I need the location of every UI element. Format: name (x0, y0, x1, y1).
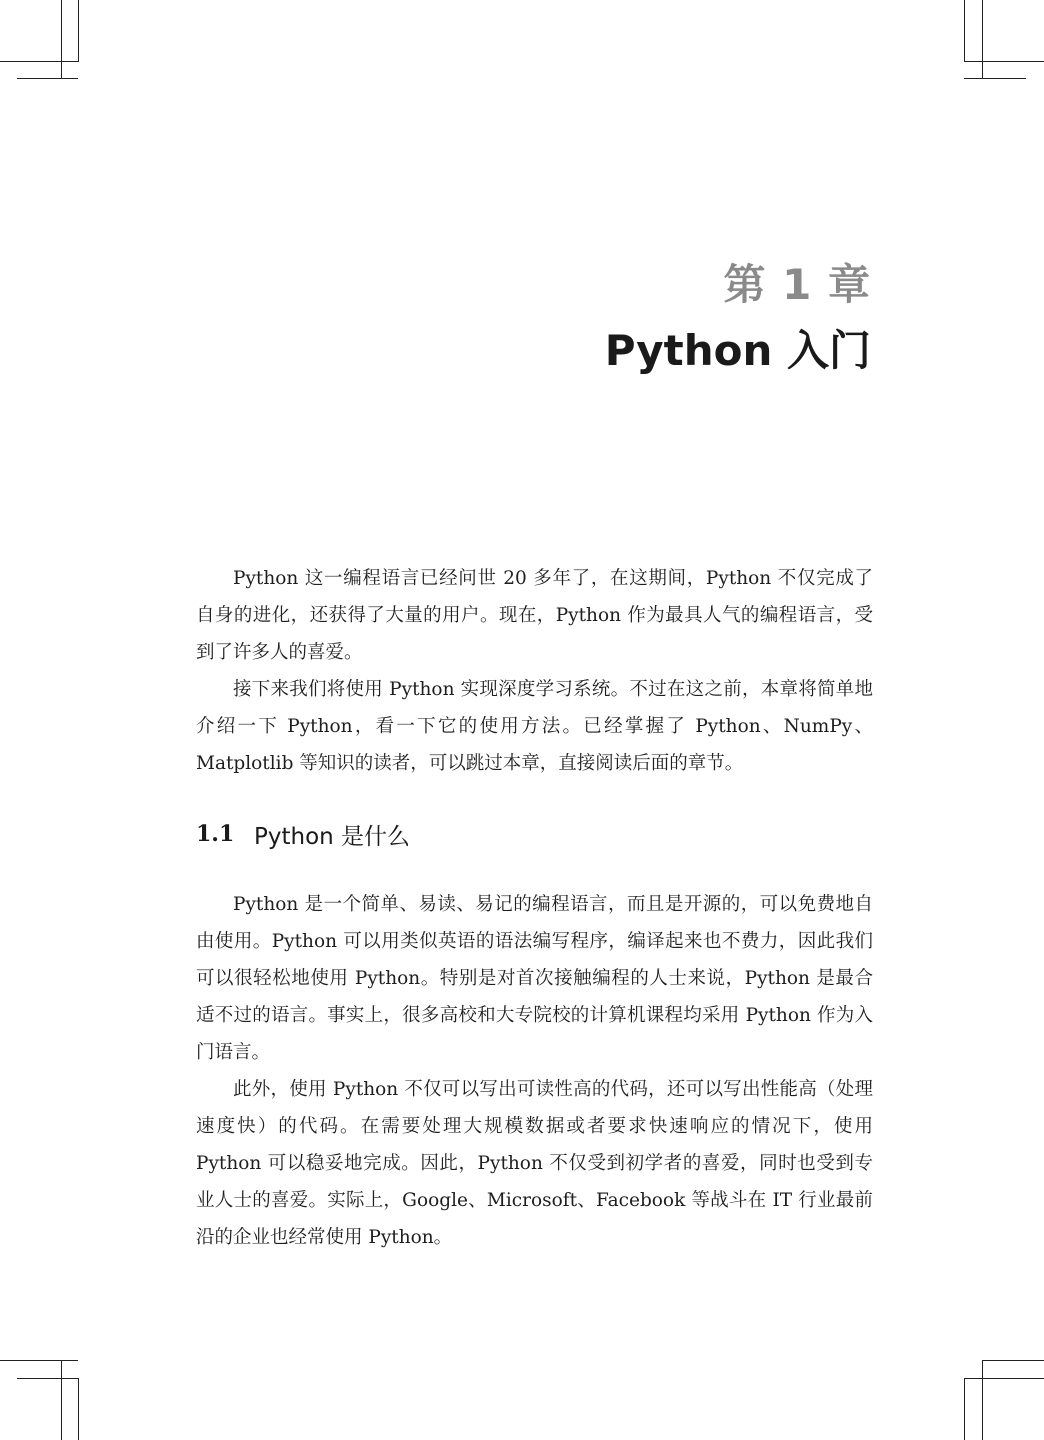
crop-mark (964, 61, 1044, 62)
intro-paragraph: 接下来我们将使用 Python 实现深度学习系统。不过在这之前，本章将简单地介绍一下 Python，看一下它的使用方法。已经掌握了 Python、NumPy、Matplotlib 等知识的读者，可以跳过本章，直接阅读后面的章节。 (196, 679, 873, 774)
section-number: 1.1 (196, 821, 235, 847)
crop-mark (964, 0, 965, 62)
chapter-title: Python 入门 (604, 326, 871, 375)
crop-mark (982, 1360, 1044, 1361)
crop-mark (61, 0, 62, 78)
page-body (196, 560, 873, 1256)
crop-mark (964, 1378, 1044, 1379)
crop-mark (0, 1360, 78, 1361)
crop-mark (982, 0, 983, 78)
crop-mark (61, 1360, 62, 1440)
intro-paragraph: Python 这一编程语言已经问世 20 多年了，在这期间，Python 不仅完成了自身的进化，还获得了大量的用户。现在，Python 作为最具人气的编程语言，受到了许多人的喜爱。 (196, 568, 873, 663)
crop-mark (0, 61, 78, 62)
section-title: Python 是什么 (254, 823, 411, 850)
section-paragraph: 此外，使用 Python 不仅可以写出可读性高的代码，还可以写出性能高（处理速度快）的代码。在需要处理大规模数据或者要求快速响应的情况下，使用 Python 可以稳妥地完成。因此，Python 不仅受到初学者的喜爱，同时也受到专业人士的喜爱。实际上，Google、Microsoft、Facebook 等战斗在 IT 行业最前沿的企业也经常使用 Python。 (196, 1079, 873, 1248)
crop-mark (964, 1378, 965, 1440)
crop-mark (982, 1360, 983, 1440)
crop-mark (78, 1378, 79, 1440)
chapter-number: 第 1 章 (723, 260, 871, 309)
crop-mark (78, 0, 79, 62)
section-heading (196, 816, 873, 852)
crop-mark (964, 78, 1026, 79)
crop-mark (17, 78, 78, 79)
section-paragraph: Python 是一个简单、易读、易记的编程语言，而且是开源的，可以免费地自由使用。Python 可以用类似英语的语法编写程序，编译起来也不费力，因此我们可以很轻松地使用 Python。特别是对首次接触编程的人士来说，Python 是最合适不过的语言。事实上，很多高校和大专院校的计算机课程均采用 Python 作为入门语言。 (196, 894, 873, 1063)
crop-mark (17, 1378, 78, 1379)
